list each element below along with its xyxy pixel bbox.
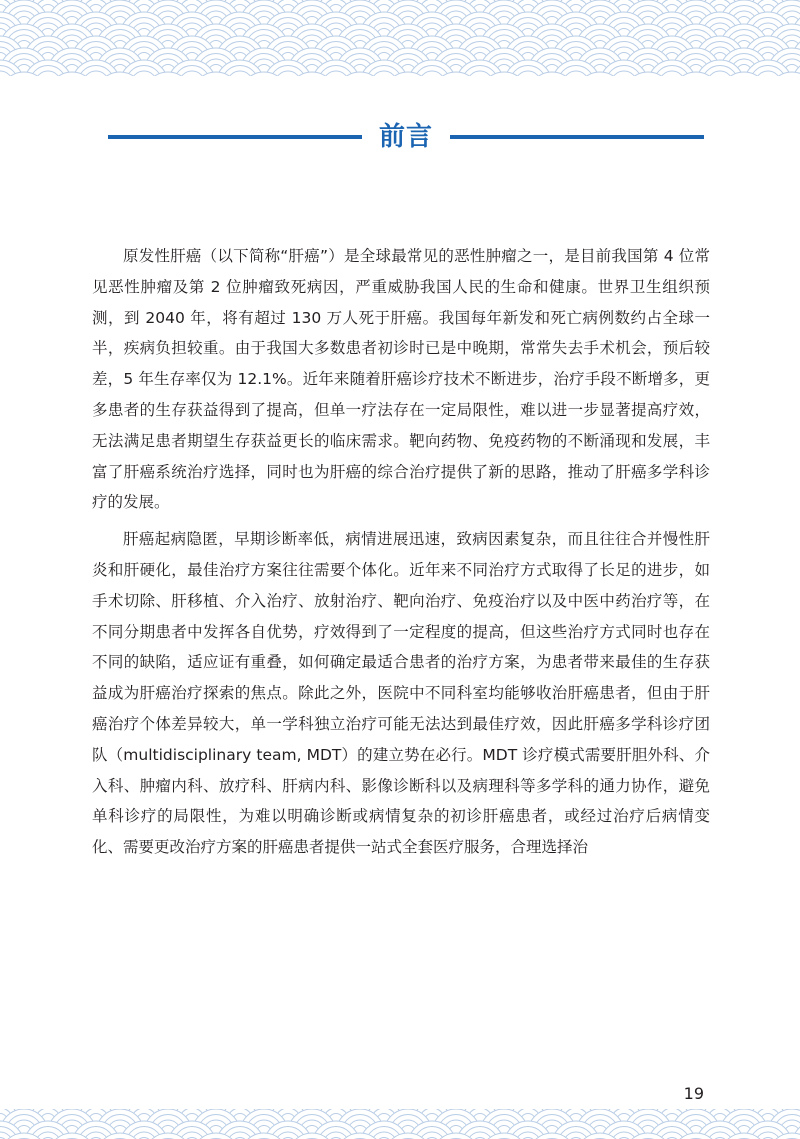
paragraph: 肝癌起病隐匿，早期诊断率低，病情进展迅速，致病因素复杂，而且往往合并慢性肝炎和肝硬化，最佳治疗方案往往需要个体化。近年来不同治疗方式取得了长足的进步，如手术切除、肝移植、介入治疗、放射治疗、靶向治疗、免疫治疗以及中医中药治疗等，在不同分期患者中发挥各自优势，疗效得到了一定程度的提高，但这些治疗方式同时也存在不同的缺陷，适应证有重叠，如何确定最适合患者的治疗方案，为患者带来最佳的生存获益成为肝癌治疗探索的焦点。除此之外，医院中不同科室均能够收治肝癌患者，但由于肝癌治疗个体差异较大，单一学科独立治疗可能无法达到最佳疗效，因此肝癌多学科诊疗团队（multidisciplinary team, MDT）的建立势在必行。MDT 诊疗模式需要肝胆外科、介入科、肿瘤内科、放疗科、肝病内科、影像诊断科以及病理科等多学科的通力协作，避免单科诊疗的局限性，为难以明确诊断或病情复杂的初诊肝癌患者，或经过治疗后病情变化、需要更改治疗方案的肝癌患者提供一站式全套医疗服务，合理选择治 (92, 530, 710, 857)
heading-rule-right (450, 135, 704, 139)
top-wave-pattern (0, 0, 800, 76)
page-number: 19 (683, 1084, 704, 1103)
page-heading (108, 118, 704, 158)
heading-rule-left (108, 135, 362, 139)
page-title: 前言 (378, 122, 433, 152)
body-text (92, 241, 710, 869)
bottom-wave-pattern (0, 1109, 800, 1139)
paragraph: 原发性肝癌（以下简称“肝癌”）是全球最常见的恶性肿瘤之一，是目前我国第 4 位常见恶性肿瘤及第 2 位肿瘤致死病因，严重威胁我国人民的生命和健康。世界卫生组织预测，到 2040 年，将有超过 130 万人死于肝癌。我国每年新发和死亡病例数约占全球一半，疾病负担较重。由于我国大多数患者初诊时已是中晚期，常常失去手术机会，预后较差，5 年生存率仅为 12.1%。近年来随着肝癌诊疗技术不断进步，治疗手段不断增多，更多患者的生存获益得到了提高，但单一疗法存在一定局限性，难以进一步显著提高疗效，无法满足患者期望生存获益更长的临床需求。靶向药物、免疫药物的不断涌现和发展，丰富了肝癌系统治疗选择，同时也为肝癌的综合治疗提供了新的思路，推动了肝癌多学科诊疗的发展。 (92, 247, 710, 512)
